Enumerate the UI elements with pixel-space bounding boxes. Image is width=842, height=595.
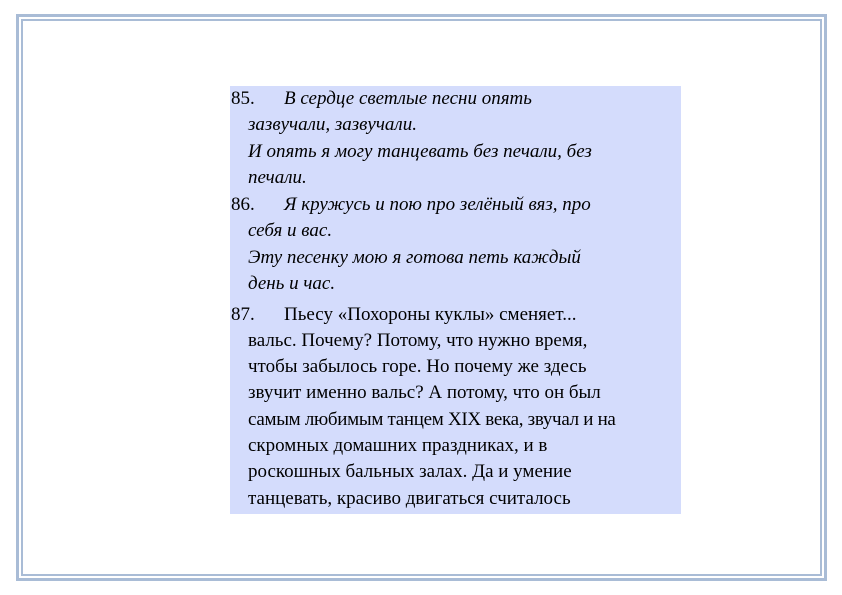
item-86-text-line-2: себя и вас. bbox=[248, 220, 333, 241]
item-86-text-line-3: Эту песенку мою я готова петь каждый bbox=[248, 247, 581, 268]
item-85-number: 85. bbox=[231, 88, 255, 109]
item-87-text-line-7: роскошных бальных залах. Да и умение bbox=[248, 461, 572, 482]
item-87-text-line-1: Пьесу «Похороны куклы» сменяет... bbox=[284, 304, 577, 325]
item-87-number: 87. bbox=[231, 304, 255, 325]
item-86-number: 86. bbox=[231, 194, 255, 215]
text-block bbox=[230, 86, 681, 514]
item-87-text-line-5: самым любимым танцем XIX века, звучал и на bbox=[248, 409, 616, 430]
item-86-text-line-1: Я кружусь и пою про зелёный вяз, про bbox=[284, 194, 591, 215]
item-87-text-line-2: вальс. Почему? Потому, что нужно время, bbox=[248, 330, 588, 351]
item-87-text-line-3: чтобы забылось горе. Но почему же здесь bbox=[248, 356, 587, 377]
item-87-text-line-6: скромных домашних праздниках, и в bbox=[248, 435, 548, 456]
item-85-text-line-3: И опять я могу танцевать без печали, без bbox=[248, 141, 592, 162]
item-86-text-line-4: день и час. bbox=[248, 273, 336, 294]
item-85-text-line-2: зазвучали, зазвучали. bbox=[248, 114, 417, 135]
item-87-text-line-8: танцевать, красиво двигаться считалось bbox=[248, 488, 571, 509]
item-85-text-line-1: В сердце светлые песни опять bbox=[284, 88, 532, 109]
item-87-text-line-4: звучит именно вальс? А потому, что он был bbox=[248, 382, 601, 403]
item-85-text-line-4: печали. bbox=[248, 167, 307, 188]
